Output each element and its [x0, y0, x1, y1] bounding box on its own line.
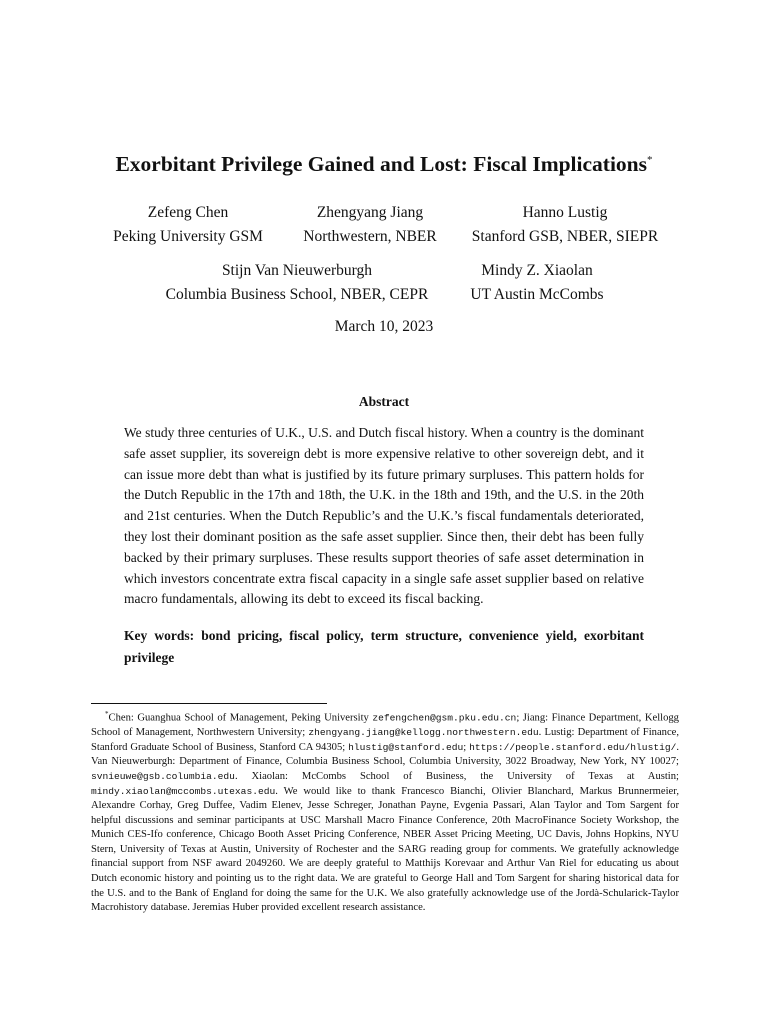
footnote-text: . Van Nieuwerburgh: Department of Finance, Columbia Business School, Columbia University, 3022 Broadway, New York, NY 10027; [91, 741, 680, 768]
title-footnote-mark: * [647, 153, 653, 166]
author-block [462, 259, 612, 307]
url-link[interactable]: https://people.stanford.edu/hlustig/ [469, 741, 677, 753]
author-block [468, 201, 662, 249]
author-affiliation: UT Austin McCombs [470, 286, 604, 303]
email-link[interactable]: zhengyang.jiang@kellogg.northwestern.edu [308, 727, 539, 739]
footnote-rule [91, 703, 327, 704]
paper-date: March 10, 2023 [334, 318, 434, 335]
paper-title [0, 152, 768, 177]
author-affiliation: Peking University GSM [113, 228, 263, 245]
author-name: Hanno Lustig [522, 204, 608, 221]
email-link[interactable]: hlustig@stanford.edu [348, 741, 464, 753]
abstract-heading: Abstract [358, 394, 410, 409]
author-name: Zhengyang Jiang [316, 204, 424, 221]
footnote [91, 707, 679, 916]
author-name: Mindy Z. Xiaolan [481, 262, 593, 279]
keywords: Key words: bond pricing, fiscal policy, term structure, convenience yield, exorbitant privilege [124, 628, 644, 665]
author-block [108, 201, 268, 249]
author-name: Zefeng Chen [147, 204, 229, 221]
footnote-text: . We would like to thank Francesco Bianchi, Olivier Blanchard, Markus Brunnermeier, Alexandre Corhay, Greg Duffee, Vadim Elenev, Jesse Schreger, Jonathan Payne, Evgenia Passari, Alan Taylor and Tom Sargent for helpful discussions and seminar participants at USC Marshall Macro Finance Conference, 20th MacroFinance Society Workshop, the Munich CES-Ifo conference, Chicago Booth Asset Pricing Conference, NBER Asset Pricing Meeting, UC Davis, Johns Hopkins, NYU Stern, University of Texas at Austin, University of Rochester and the SARG reading group for comments. We gratefully acknowledge financial support from NSF award 2049260. We are deeply grateful to Matthijs Korevaar and Arthur Van Riel for educating us about Dutch economic history and pointing us to the right data. We are grateful to George Hall and Tom Sargent for sharing historical data for the U.S. and to the Bank of England for doing the same for the U.K. We also gratefully acknowledge use of the Jordà-Schularick-Taylor Macrohistory database. Jeremias Huber provided excellent research assistance. [91, 785, 679, 914]
footnote-text: . Xiaolan: McCombs School of Business, the University of Texas at Austin; [234, 770, 679, 782]
footnote-mark: * [105, 710, 109, 718]
title-text: Exorbitant Privilege Gained and Lost: Fiscal Implications [115, 152, 648, 176]
author-block [152, 259, 442, 307]
footnote-text: . Lustig: Department of Finance, Stanford Graduate School of Business, Stanford CA 94305; [91, 727, 679, 753]
author-affiliation: Columbia Business School, NBER, CEPR [165, 286, 429, 303]
abstract-text: We study three centuries of U.K., U.S. and Dutch fiscal history. When a country is the dominant safe asset supplier, its sovereign debt is more expensive relative to other sovereign debt, and it can issue more debt than what is justified by its future primary surpluses. This pattern holds for the Dutch Republic in the 17th and 18th, the U.K. in the 18th and 19th, and the U.S. in the 20th and 21st centuries. When the Dutch Republic’s and the U.K.’s fiscal fundamentals deteriorated, they lost their dominant position as the safe asset supplier. Since then, their debt has been fully backed by their primary surpluses. These results support theories of safe asset determination in which investors concentrate extra fiscal capacity in a single safe asset supplier based on relative macro fundamentals, allowing its debt to exceed its fiscal backing. [124, 425, 644, 607]
author-affiliation: Stanford GSB, NBER, SIEPR [471, 228, 659, 245]
author-name: Stijn Van Nieuwerburgh [221, 262, 373, 279]
author-affiliation: Northwestern, NBER [303, 228, 437, 245]
email-link[interactable]: zefengchen@gsm.pku.edu.cn [372, 712, 517, 724]
footnote-text: ; Jiang: Finance Department, Kellogg School of Management, Northwestern University; [91, 712, 679, 739]
footnote-text: ; [463, 741, 470, 753]
email-link[interactable]: svnieuwe@gsb.columbia.edu [91, 770, 235, 782]
author-block [290, 201, 450, 249]
footnote-text: Chen: Guanghua School of Management, Peking University [108, 712, 373, 724]
email-link[interactable]: mindy.xiaolan@mccombs.utexas.edu [91, 785, 276, 797]
